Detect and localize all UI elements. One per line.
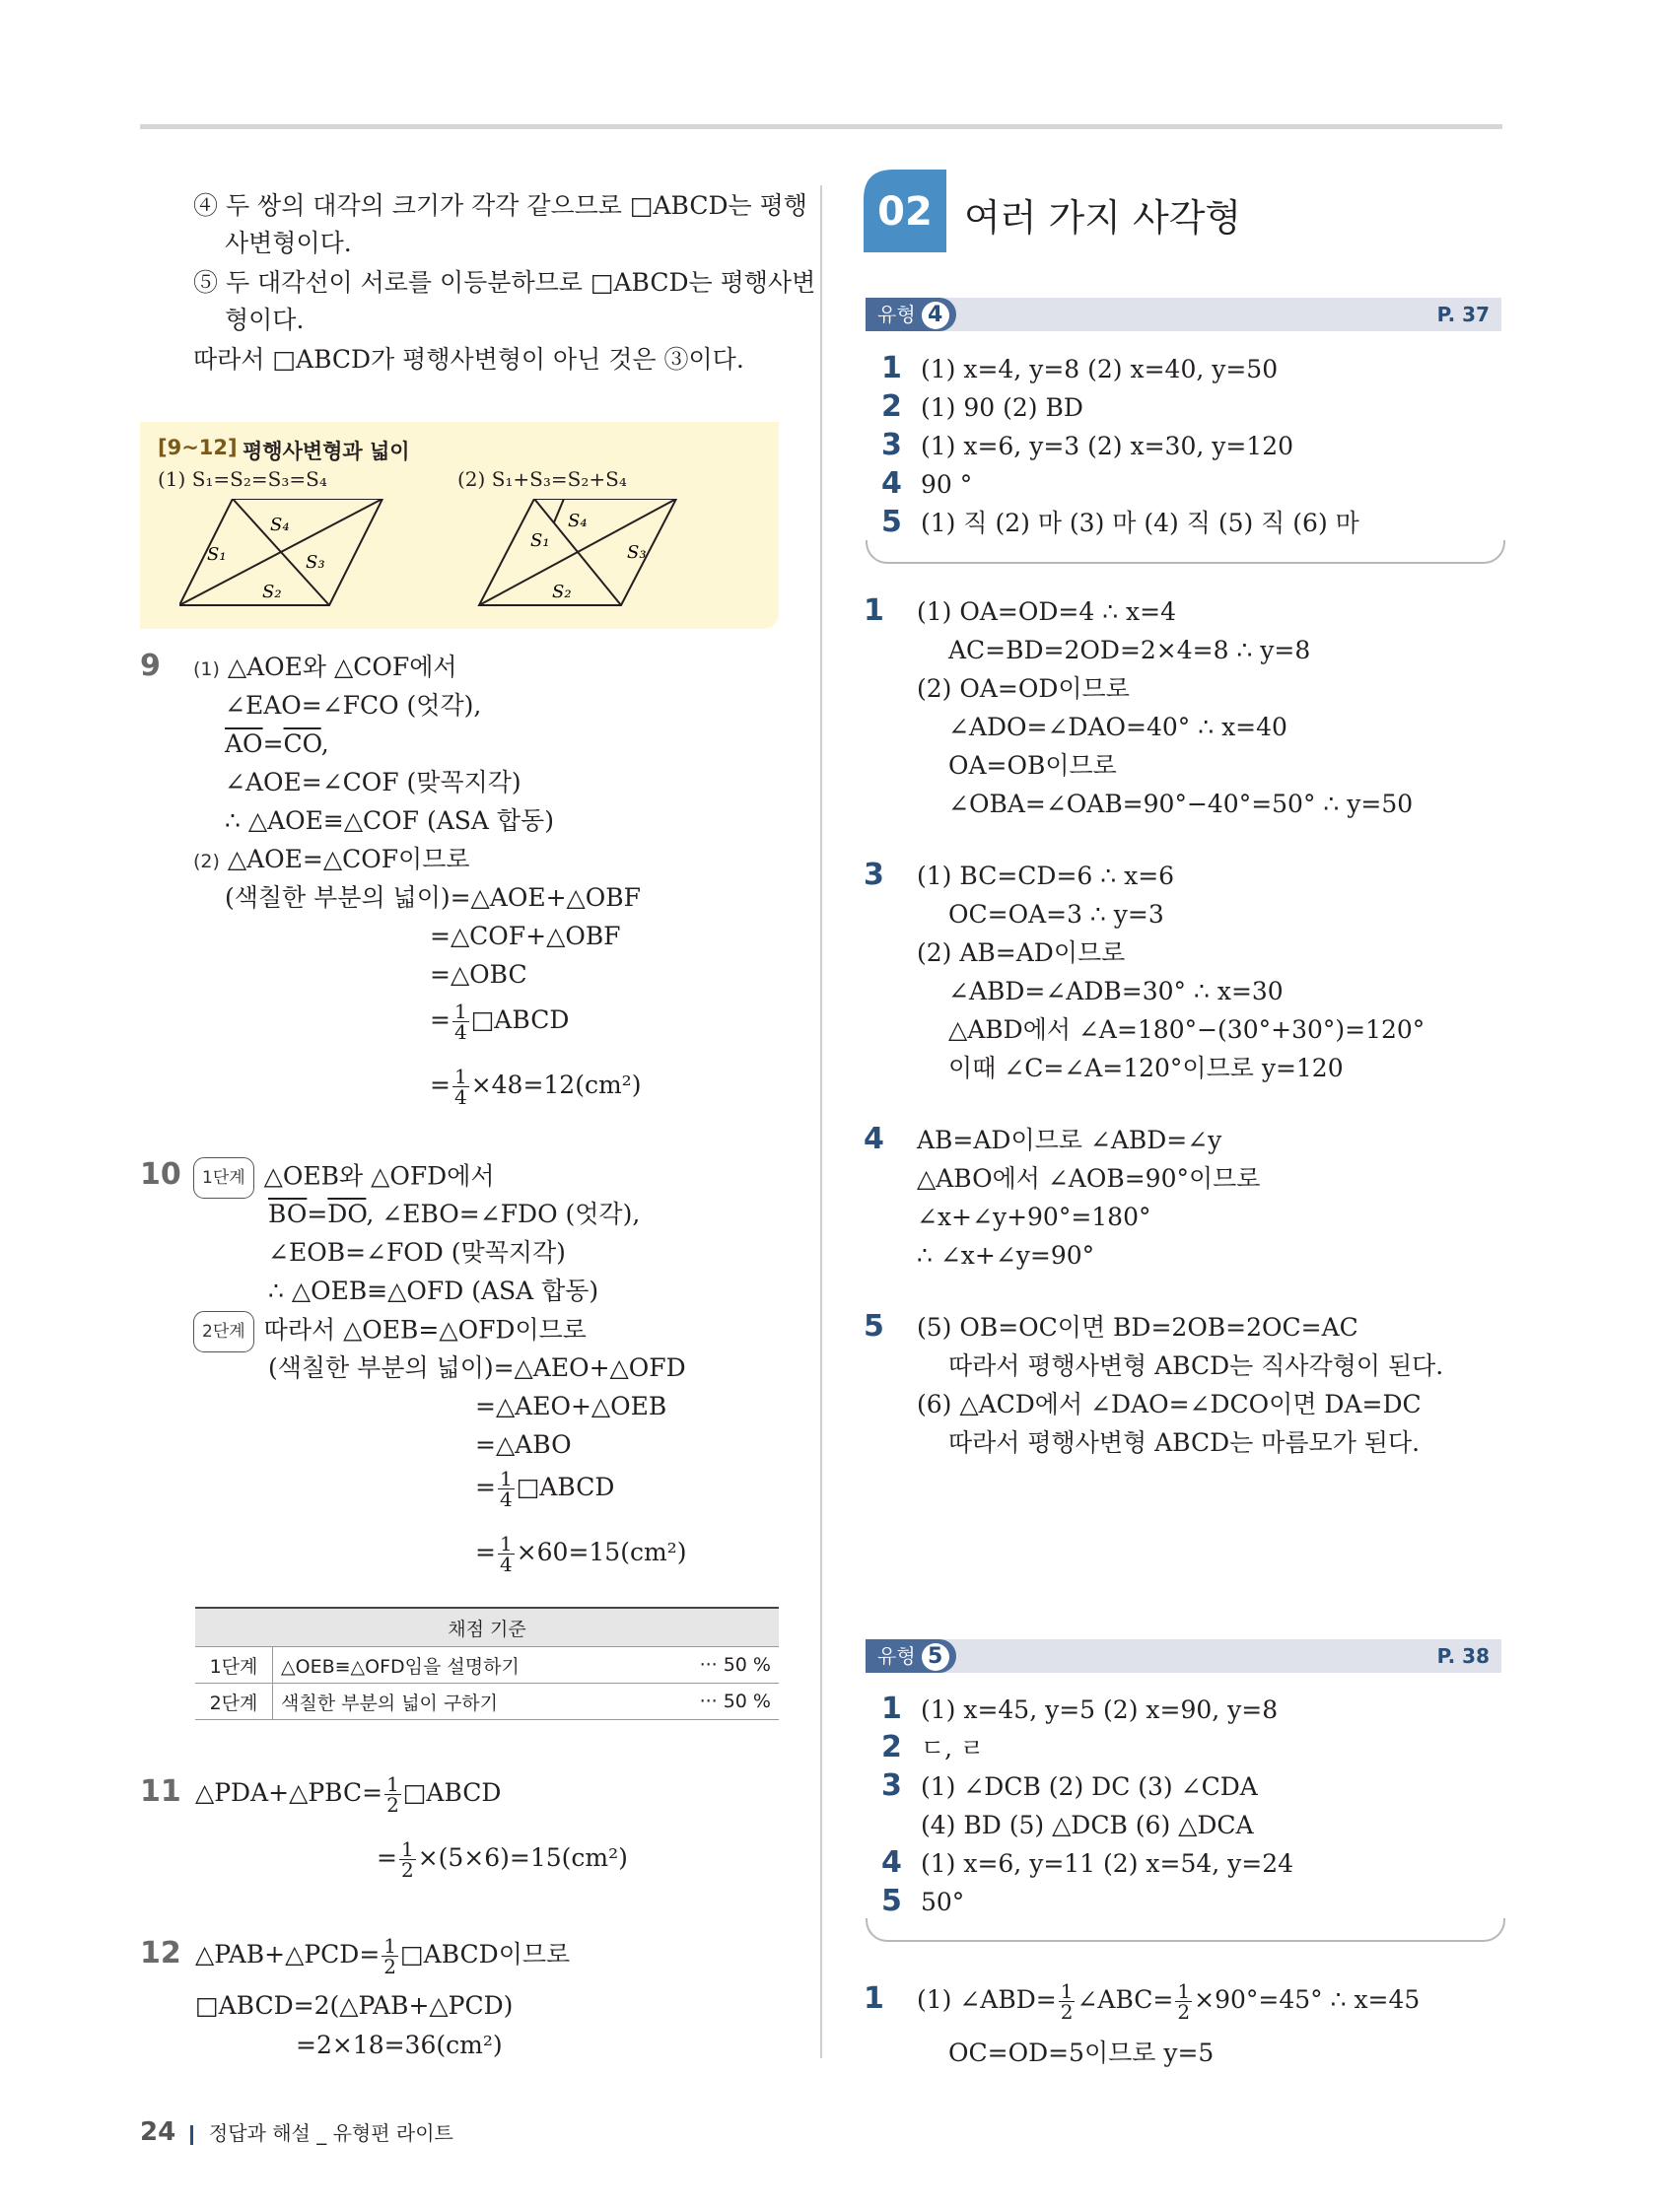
parallelogram-figures [179,499,771,617]
s2-label: S₂ [262,582,282,602]
section-title: 여러 가지 사각형 [964,196,1242,240]
q9-line6: △AOE=△COF이므로 [227,845,470,873]
column-divider [820,185,822,2058]
e3-line3: (2) AB=AD이므로 [917,938,1126,967]
footer-text: 정답과 해설 _ 유형편 라이트 [208,2121,453,2145]
footer-divider [190,2125,193,2145]
e3-line5: △ABD에서 ∠A=180°−(30°+30°)=120° [948,1015,1425,1044]
section-number: 02 [877,189,933,235]
q9-number: 9 [140,649,161,683]
e1-line1: (1) OA=OD=4 ∴ x=4 [917,597,1177,626]
s1-label: S₁ [207,544,227,565]
t4-ans-3: (1) x=6, y=3 (2) x=30, y=120 [921,432,1294,460]
q9-line2: ∠EAO=∠FCO (엇각), [225,691,482,720]
grading-table [195,1607,779,1720]
q9-part1: (1) [193,658,220,680]
q10-step1-badge: 1단계 [193,1157,254,1199]
e3-line1: (1) BC=CD=6 ∴ x=6 [917,862,1175,890]
q12-number: 12 [140,1936,181,1970]
type5-bar [866,1639,1501,1673]
table-row: 1단계 △OEB≡△OFD임을 설명하기 ··· 50 % [195,1647,779,1684]
s1-label-b: S₁ [530,530,550,551]
q9-line11: = $\frac{1}{4}$ ×48=12(cm²) [430,1065,642,1109]
e4-line2: △ABO에서 ∠AOB=90°이므로 [917,1164,1261,1193]
e1-line2: AC=BD=2OD=2×4=8 ∴ y=8 [948,636,1311,664]
q10-line4: ∴ △OEB≡△OFD (ASA 합동) [268,1277,599,1305]
t5-ans-5: 50° [921,1888,965,1916]
t5-ans-2: ㄷ, ㄹ [921,1734,985,1763]
q10-line1: △OEB와 △OFD에서 [263,1161,495,1191]
t5-ans-3b: (4) BD (5) △DCB (6) △DCA [921,1811,1254,1839]
q10-line8: =△ABO [475,1430,572,1459]
t5-num-1: 1 [881,1692,902,1726]
type5-label: 유형 [877,1644,916,1668]
t4-ans-1: (1) x=4, y=8 (2) x=40, y=50 [921,355,1279,383]
q9-line1: △AOE와 △COF에서 [227,653,457,681]
s3-label: S₃ [306,552,325,573]
t4-ans-4: 90 ° [921,470,973,499]
q10-line10: = $\frac{1}{4}$ ×60=15(cm²) [475,1532,687,1576]
type4-bracket [866,540,1505,564]
q12-line1: △PAB+△PCD= $\frac{1}{2}$ □ABCD이므로 [195,1934,571,1978]
t4-num-5: 5 [881,505,902,539]
section-badge [864,170,946,252]
box-case-2: (2) S₁+S₃=S₂+S₄ [457,467,627,491]
s4-label-b: S₄ [568,511,588,531]
e1-line3: (2) OA=OD이므로 [917,674,1130,703]
q10-number: 10 [140,1157,181,1192]
box-title: 평행사변형과 넓이 [243,440,410,463]
e4-line3: ∠x+∠y+90°=180° [917,1203,1151,1231]
e4-number: 4 [864,1122,884,1156]
q9-line8: =△COF+△OBF [430,922,621,950]
type5-num: 5 [922,1643,949,1671]
t4-num-1: 1 [881,351,902,385]
e5-number: 5 [864,1309,884,1344]
type5-bracket [866,1918,1505,1942]
cont-line-2: 사변형이다. [225,229,352,257]
type4-page: P. 37 [1436,303,1490,326]
type4-num: 4 [922,302,949,329]
q10-line6: (색칠한 부분의 넓이)=△AEO+△OFD [268,1353,686,1382]
f1-line2: OC=OD=5이므로 y=5 [948,2039,1215,2067]
q9-line4: ∠AOE=∠COF (맞꼭지각) [225,768,521,796]
type5-page: P. 38 [1436,1644,1490,1668]
e1-line4: ∠ADO=∠DAO=40° ∴ x=40 [948,713,1287,741]
q11-number: 11 [140,1774,181,1809]
q10-line5: 따라서 △OEB=△OFD이므로 [263,1315,587,1345]
e5-line4: 따라서 평행사변형 ABCD는 마름모가 된다. [948,1428,1421,1457]
box-case-1: (1) S₁=S₂=S₃=S₄ [158,467,327,491]
s2-label-b: S₂ [552,582,572,602]
t5-num-4: 4 [881,1845,902,1880]
e5-line3: (6) △ACD에서 ∠DAO=∠DCO이면 DA=DC [917,1390,1422,1418]
t5-ans-1: (1) x=45, y=5 (2) x=90, y=8 [921,1695,1279,1724]
q12-line3: =2×18=36(cm²) [296,2031,503,2059]
e1-number: 1 [864,593,884,628]
e3-line6: 이때 ∠C=∠A=120°이므로 y=120 [948,1054,1344,1082]
t4-num-2: 2 [881,389,902,424]
box-range: [9~12] [158,436,238,459]
cont-line-3: ⑤ 두 대각선이 서로를 이등분하므로 □ABCD는 평행사변 [193,268,816,297]
e5-line2: 따라서 평행사변형 ABCD는 직사각형이 된다. [948,1351,1444,1380]
q11-line2: = $\frac{1}{2}$ ×(5×6)=15(cm²) [377,1837,628,1882]
q9-part2: (2) [193,851,220,872]
t5-ans-4: (1) x=6, y=11 (2) x=54, y=24 [921,1849,1294,1878]
page-footer [140,2117,453,2147]
top-rule [140,124,1502,129]
q9-line5: ∴ △AOE≡△COF (ASA 합동) [225,806,554,835]
cont-line-4: 형이다. [225,306,305,334]
e4-line4: ∴ ∠x+∠y=90° [917,1241,1095,1270]
q10-line9: = $\frac{1}{4}$ □ABCD [475,1467,615,1511]
q10-line3: ∠EOB=∠FOD (맞꼭지각) [268,1238,566,1267]
s3-label-b: S₃ [627,542,647,563]
q9-line7: (색칠한 부분의 넓이)=△AOE+△OBF [225,883,641,912]
q11-line1: △PDA+△PBC= $\frac{1}{2}$ □ABCD [195,1772,502,1817]
t5-num-3: 3 [881,1768,902,1803]
f1-line1: (1) ∠ABD= $\frac{1}{2}$ ∠ABC= $\frac{1}{2}$ ×90°=45° ∴ x=45 [917,1979,1421,2024]
page-number: 24 [140,2117,176,2147]
q10-step2-badge: 2단계 [193,1311,254,1352]
table-row: 2단계 색칠한 부분의 넓이 구하기 ··· 50 % [195,1684,779,1720]
e1-line6: ∠OBA=∠OAB=90°−40°=50° ∴ y=50 [948,790,1414,818]
f1-number: 1 [864,1981,884,2016]
e4-line1: AB=AD이므로 ∠ABD=∠y [917,1126,1222,1154]
q9-line9: =△OBC [430,960,527,989]
grading-header: 채점 기준 [195,1608,779,1647]
e5-line1: (5) OB=OC이면 BD=2OB=2OC=AC [917,1313,1358,1342]
s4-label: S₄ [270,515,290,535]
e3-line4: ∠ABD=∠ADB=30° ∴ x=30 [948,977,1284,1005]
q12-line2: □ABCD=2(△PAB+△PCD) [195,1991,514,2020]
q9-line3: $\overline{AO}=\overline{CO}$, [225,729,329,758]
e1-line5: OA=OB이므로 [948,751,1117,780]
t5-num-5: 5 [881,1884,902,1918]
t4-ans-2: (1) 90 (2) BD [921,393,1083,422]
type4-bar [866,298,1501,331]
q10-line2: $\overline{BO}=\overline{DO}$, ∠EBO=∠FDO (엇각), [268,1200,641,1228]
q10-line7: =△AEO+△OEB [475,1392,667,1420]
cont-line-5: 따라서 □ABCD가 평행사변형이 아닌 것은 ③이다. [193,345,744,374]
t4-num-4: 4 [881,466,902,501]
t5-ans-3: (1) ∠DCB (2) DC (3) ∠CDA [921,1772,1258,1801]
t5-num-2: 2 [881,1730,902,1764]
type4-label: 유형 [877,303,916,326]
q9-line10: = $\frac{1}{4}$ □ABCD [430,1000,570,1044]
cont-line-1: ④ 두 쌍의 대각의 크기가 각각 같으므로 □ABCD는 평행 [193,191,807,220]
summary-box [140,422,779,629]
t4-num-3: 3 [881,428,902,462]
e3-line2: OC=OA=3 ∴ y=3 [948,900,1164,929]
t4-ans-5: (1) 직 (2) 마 (3) 마 (4) 직 (5) 직 (6) 마 [921,509,1359,537]
e3-number: 3 [864,858,884,892]
